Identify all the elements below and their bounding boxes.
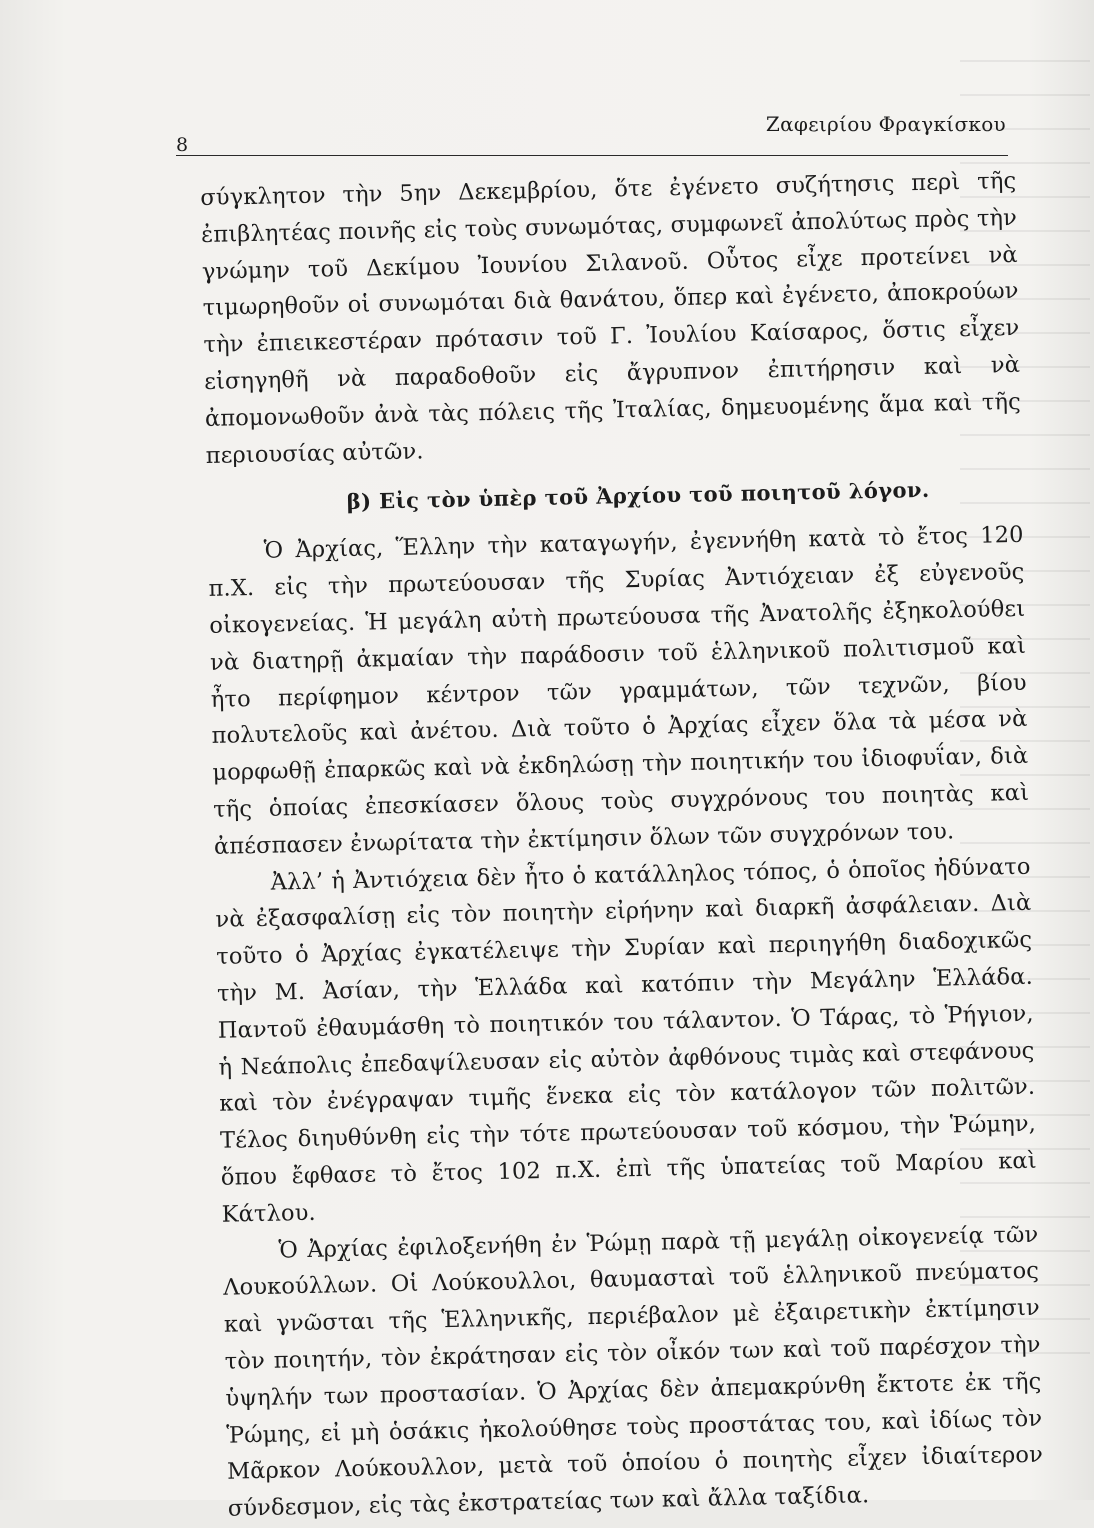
page-header: [176, 104, 1006, 156]
page-number: 8: [176, 134, 189, 156]
header-rule: [176, 155, 1008, 156]
paragraph-archias-rome: Ὁ Ἀρχίας ἐφιλοξενήθη ἐν Ῥώμῃ παρὰ τῇ μεγάλῃ οἰκογενείᾳ τῶν Λουκούλλων. Οἱ Λούκουλλοι, θαυμασταὶ τοῦ ἑλληνικοῦ πνεύματος καὶ γνῶσται τῆς Ἑλληνικῆς, περιέβαλον μὲ ἐξαιρετικὴν ἐκτίμησιν τὸν ποιητήν, τὸν ἐκράτησαν εἰς τὸν οἶκόν των καὶ τοῦ παρέσχον τὴν ὑψηλήν των προστασίαν. Ὁ Ἀρχίας δὲν ἀπεμακρύνθη ἔκτοτε ἐκ τῆς Ῥώμης, εἰ μὴ ὁσάκις ἠκολούθησε τοὺς προστάτας του, καὶ ἰδίως τὸν Μᾶρκον Λούκουλλον, μετὰ τοῦ ὁποίου ὁ ποιητὴς εἶχεν ἰδιαίτερον σύνδεσμον, εἰς τὰς ἐκστρατείας των καὶ ἄλλα ταξίδια.: [222, 1221, 1044, 1522]
body-text: [200, 163, 1044, 1528]
paragraph-archias-travels: Ἀλλ’ ἡ Ἀντιόχεια δὲν ἦτο ὁ κατάλληλος τόπος, ὁ ὁποῖος ἠδύνατο νὰ ἐξασφαλίσῃ εἰς τὸν ποιητὴν εἰρήνην καὶ διαρκῆ ἀσφάλειαν. Διὰ τοῦτο ὁ Ἀρχίας ἐγκατέλειψε τὴν Συρίαν καὶ περιηγήθη διαδοχικῶς τὴν Μ. Ἀσίαν, τὴν Ἑλλάδα καὶ κατόπιν τὴν Μεγάλην Ἑλλάδα. Παντοῦ ἐθαυμάσθη τὸ ποιητικόν του τάλαντον. Ὁ Τάρας, τὸ Ῥήγιον, ἡ Νεάπολις ἐπεδαψίλευσαν εἰς αὐτὸν ἀφθόνους τιμὰς καὶ στεφάνους καὶ τὸν ἐνέγραψαν τιμῆς ἕνεκα εἰς τὸν κατάλογον τῶν πολιτῶν. Τέλος διηυθύνθη εἰς τὴν τότε πρωτεύουσαν τοῦ κόσμου, τὴν Ῥώμην, ὅπου ἔφθασε τὸ ἔτος 102 π.Χ. ἐπὶ τῆς ὑπατείας τοῦ Μαρίου καὶ Κάτλου.: [215, 853, 1037, 1228]
paragraph-continuation: σύγκλητον τὴν 5ην Δεκεμβρίου, ὅτε ἐγένετο συζήτησις περὶ τῆς ἐπιβλητέας ποινῆς εἰς τοὺς συνωμότας, συμφωνεῖ ἀπολύτως πρὸς τὴν γνώμην τοῦ Δεκίμου Ἰουνίου Σιλανοῦ. Οὗτος εἶχε προτείνει νὰ τιμωρηθοῦν οἱ συνωμόται διὰ θανάτου, ὅπερ καὶ ἐγένετο, ἀποκρούων τὴν ἐπιεικεστέραν πρότασιν τοῦ Γ. Ἰουλίου Καίσαρος, ὅστις εἶχεν εἰσηγηθῆ νὰ παραδοθοῦν εἰς ἄγρυπνον ἐπιτήρησιν καὶ νὰ ἀπομονωθοῦν ἀνὰ τὰς πόλεις τῆς Ἰταλίας, δημευομένης ἅμα καὶ τῆς περιουσίας αὐτῶν.: [200, 167, 1022, 469]
paragraph-archias-origin: Ὁ Ἀρχίας, Ἕλλην τὴν καταγωγήν, ἐγεννήθη κατὰ τὸ ἔτος 120 π.Χ. εἰς τὴν πρωτεύουσαν τῆς Συρίας Ἀντιόχειαν ἐξ εὐγενοῦς οἰκογενείας. Ἡ μεγάλη αὐτὴ πρωτεύουσα τῆς Ἀνατολῆς ἐξηκολούθει νὰ διατηρῇ ἀκμαίαν τὴν παράδοσιν τοῦ ἑλληνικοῦ πολιτισμοῦ καὶ ἦτο περίφημον κέντρον τῶν γραμμάτων, τῶν τεχνῶν, βίου πολυτελοῦς καὶ ἀνέτου. Διὰ τοῦτο ὁ Ἀρχίας εἶχεν ὅλα τὰ μέσα νὰ μορφωθῇ ἐπαρκῶς καὶ νὰ ἐκδηλώσῃ τὴν ποιητικήν του ἰδιοφυΐαν, διὰ τῆς ὁποίας ἐπεσκίασεν ὅλους τοὺς συγχρόνους του ποιητὰς καὶ ἀπέσπασεν ἐνωρίτατα τὴν ἐκτίμησιν ὅλων τῶν συγχρόνων του.: [208, 522, 1030, 860]
running-head: Ζαφειρίου Φραγκίσκου: [765, 112, 1006, 136]
section-heading: β) Εἰς τὸν ὑπὲρ τοῦ Ἀρχίου τοῦ ποιητοῦ λόγον.: [346, 477, 930, 515]
